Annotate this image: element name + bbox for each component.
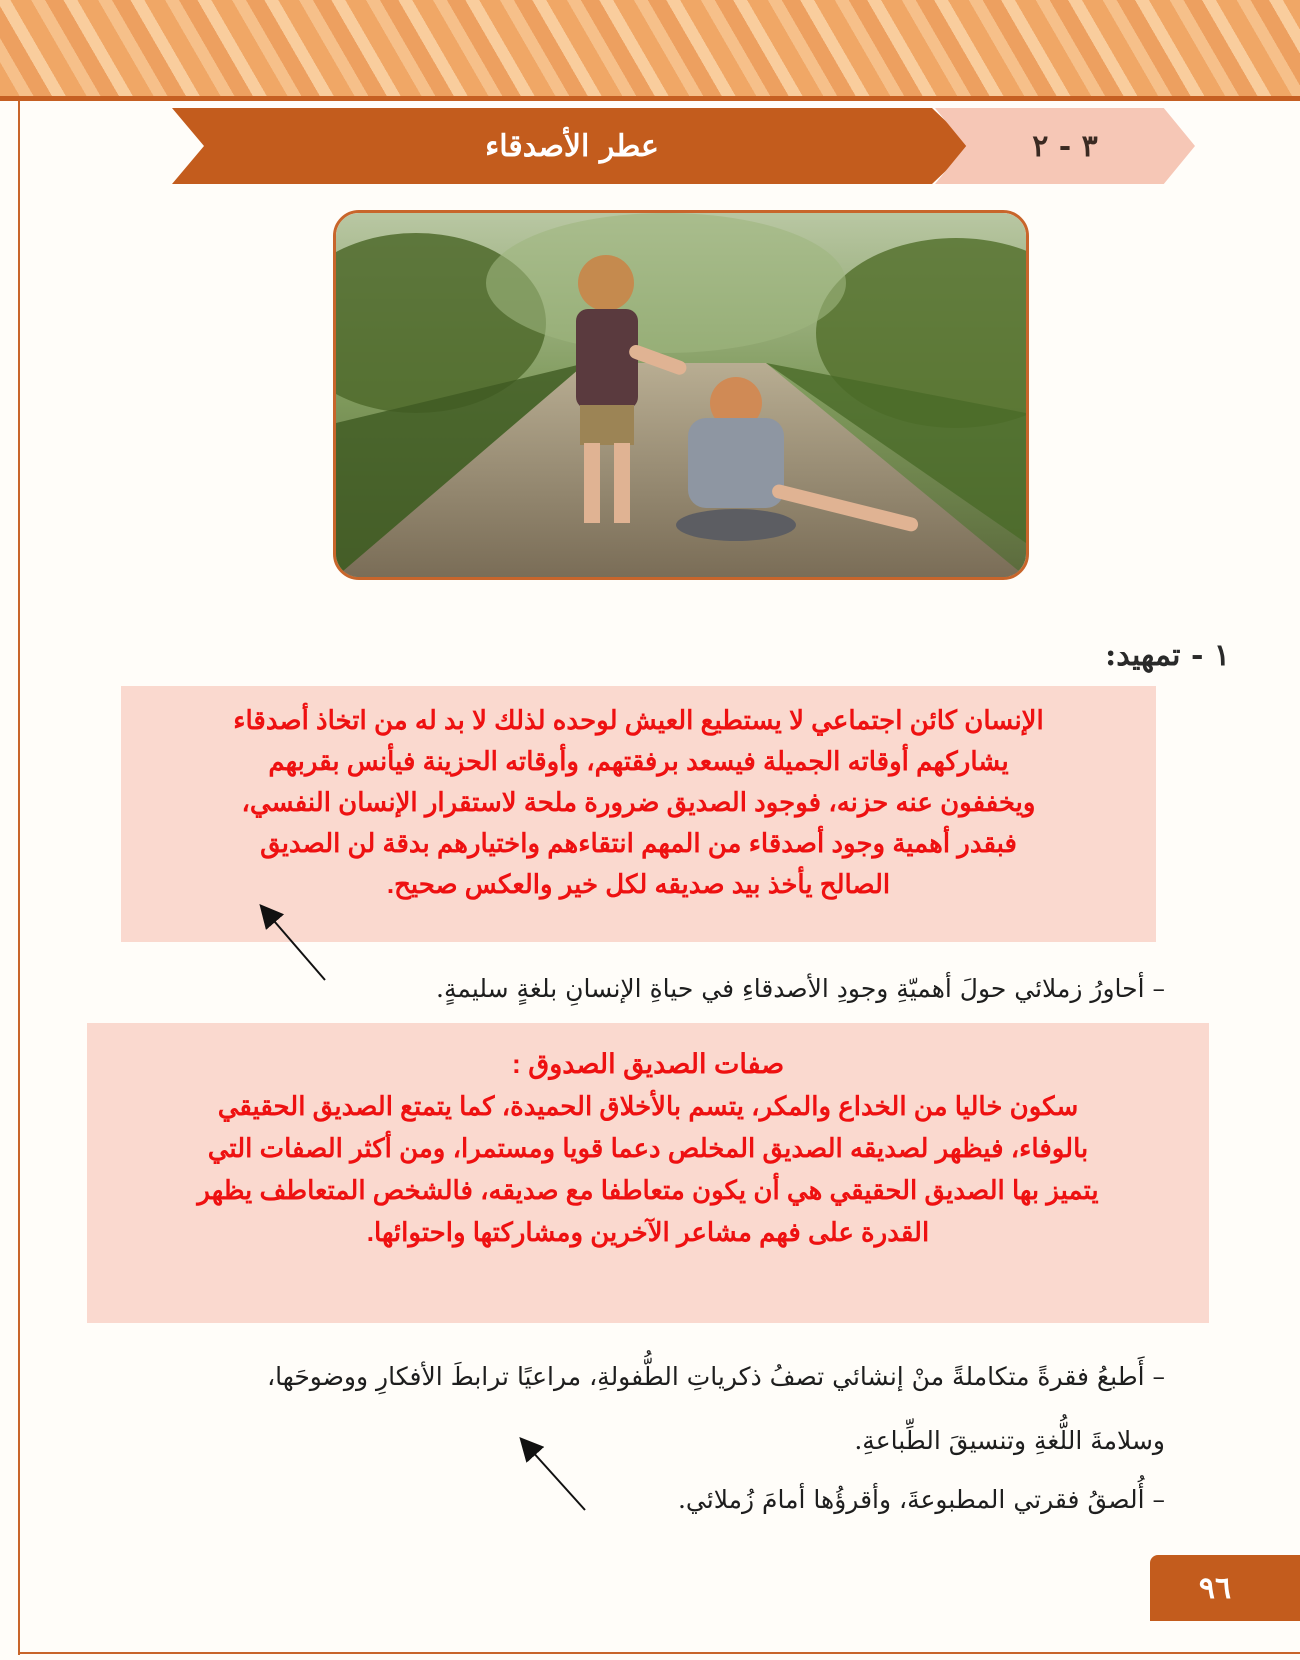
- intro-answer-line: يشاركهم أوقاته الجميلة فيسعد برفقتهم، وأوقاته الحزينة فيأنس بقربهم: [268, 746, 1009, 776]
- intro-answer-line: الصالح يأخذ بيد صديقه لكل خير والعكس صحيح.: [386, 869, 891, 899]
- traits-title: صفات الصديق الصدوق :: [511, 1049, 785, 1079]
- traits-line: سكون خاليا من الخداع والمكر، يتسم بالأخلاق الحميدة، كما يتمتع الصديق الحقيقي: [217, 1091, 1079, 1121]
- instruction-discuss: – أحاورُ زملائي حولَ أهميّةِ وجودِ الأصدقاءِ في حياةِ الإنسانِ بلغةٍ سليمةٍ.: [436, 974, 1165, 1003]
- intro-answer-line: فبقدر أهمية وجود أصدقاء من المهم انتقاءهم واختيارهم بدقة لن الصديق: [260, 828, 1017, 858]
- intro-answer-line: ويخففون عنه حزنه، فوجود الصديق ضرورة ملحة لاستقرار الإنسان النفسي،: [241, 787, 1036, 817]
- instruction-print-line2: وسلامةَ اللُّغةِ وتنسيقَ الطِّباعةِ.: [854, 1426, 1165, 1455]
- traits-answer-box: [87, 1023, 1209, 1323]
- children-helping-photo: [336, 213, 1026, 577]
- traits-line: بالوفاء، فيظهر لصديقه الصديق المخلص دعما قويا ومستمرا، ومن أكثر الصفات التي: [207, 1133, 1089, 1163]
- decorative-top-band: [0, 0, 1300, 98]
- lesson-title: عطر الأصدقاء: [485, 128, 659, 164]
- section-heading-intro: ١ - تمهيد:: [1105, 638, 1230, 673]
- lesson-photo: [333, 210, 1029, 580]
- instruction-print-line1: – أَطبعُ فقرةً متكاملةً منْ إنشائي تصفُ ذكرياتِ الطُّفولةِ، مراعيًا ترابطَ الأفكارِ ووضوحَها،: [267, 1362, 1165, 1391]
- page-frame-left: [18, 100, 20, 1655]
- instruction-print: [120, 1345, 1165, 1473]
- page-number: ٩٦: [1198, 1570, 1232, 1606]
- lesson-number: ٣ - ٢: [1032, 128, 1098, 164]
- traits-line: يتميز بها الصديق الحقيقي هي أن يكون متعاطفا مع صديقه، فالشخص المتعاطف يظهر: [197, 1175, 1099, 1205]
- page-frame-bottom: [18, 1652, 1300, 1654]
- intro-answer-box: [121, 686, 1156, 942]
- intro-answer-line: الإنسان كائن اجتماعي لا يستطيع العيش لوحده لذلك لا بد له من اتخاذ أصدقاء: [233, 705, 1044, 735]
- traits-line: القدرة على فهم مشاعر الآخرين ومشاركتها واحتوائها.: [366, 1217, 930, 1247]
- top-band-border: [0, 96, 1300, 101]
- instruction-paste: – أُلصقُ فقرتي المطبوعةَ، وأقرؤُها أمامَ زُملائي.: [677, 1485, 1165, 1514]
